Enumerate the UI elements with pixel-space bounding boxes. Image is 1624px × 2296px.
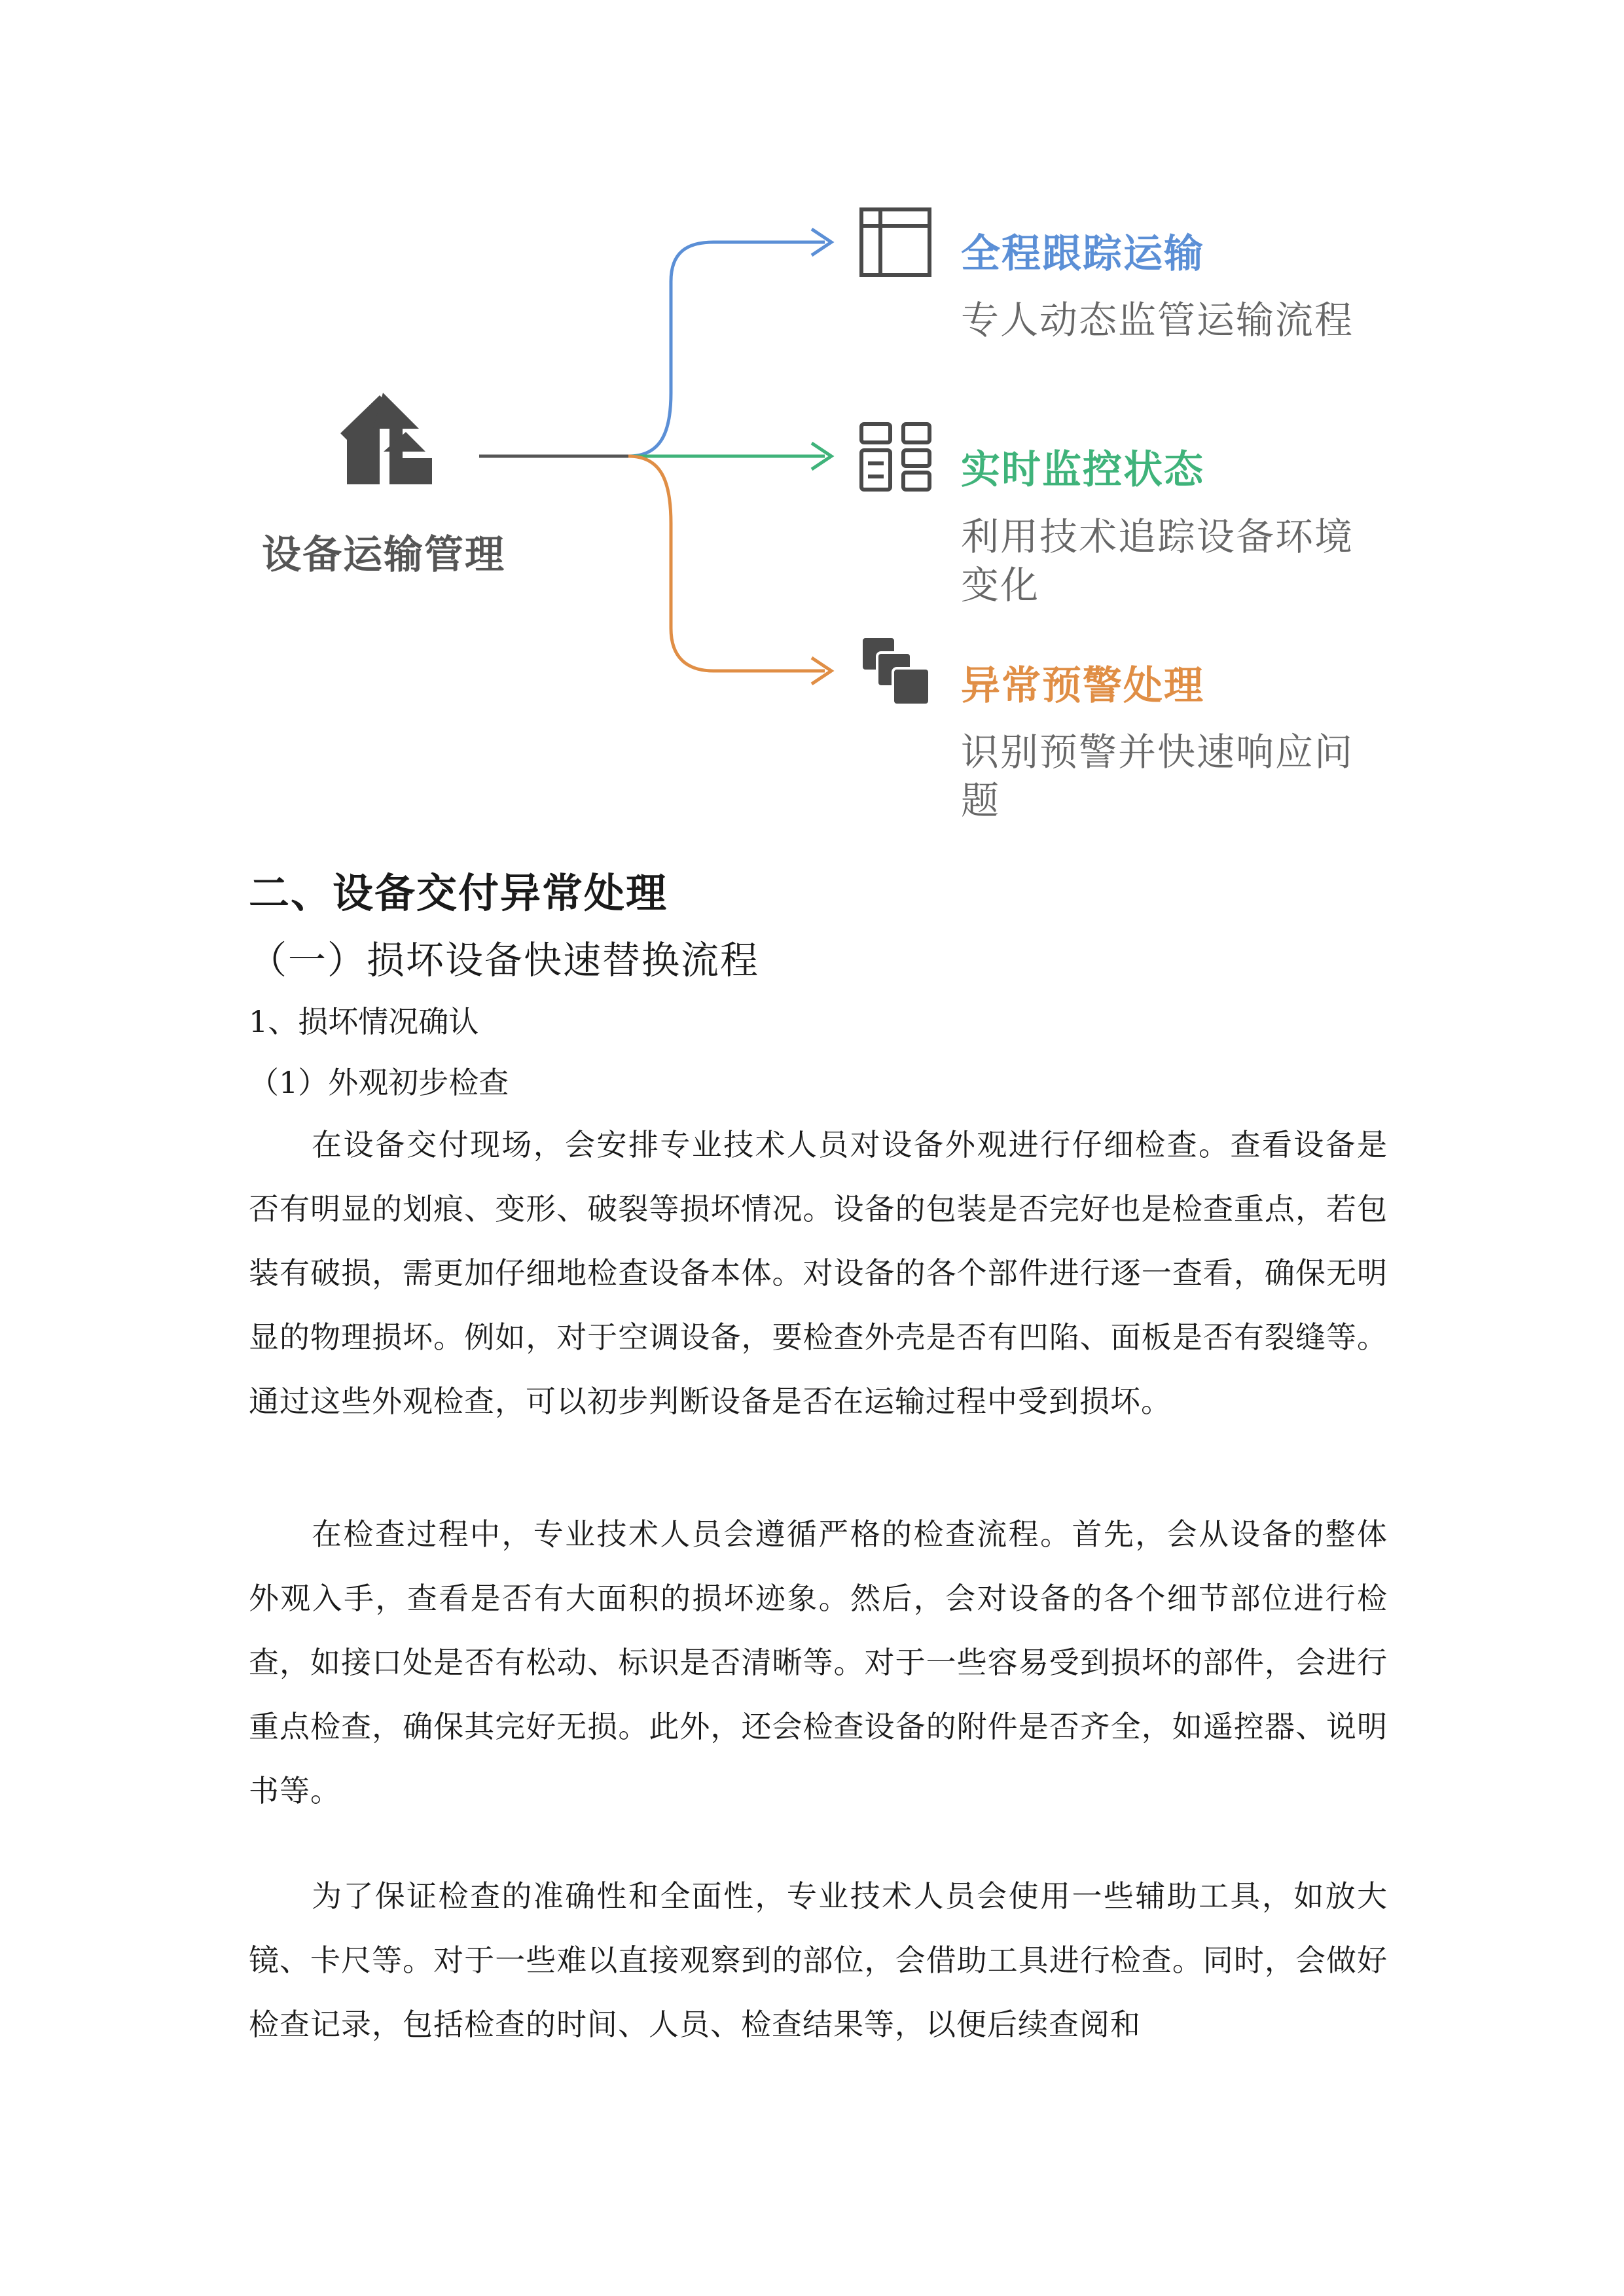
branch-title-3: 异常预警处理 bbox=[961, 663, 1204, 709]
branch-title-2: 实时监控状态 bbox=[961, 447, 1204, 493]
diagram-graphics bbox=[0, 0, 1624, 851]
branch-desc-1: 专人动态监管运输流程 bbox=[961, 298, 1354, 342]
root-label: 设备运输管理 bbox=[262, 532, 505, 578]
paragraph-3: 为了保证检查的准确性和全面性，专业技术人员会使用一些辅助工具，如放大镜、卡尺等。对于一些难以直接观察到的部位，会借助工具进行检查。同时，会做好检查记录，包括检查的时间、人员、检查结果等，以便后续查阅和 bbox=[249, 1878, 1388, 2042]
branch-desc-2: 利用技术追踪设备环境变化 bbox=[961, 514, 1354, 607]
connector-branch-1 bbox=[628, 242, 825, 456]
section-heading: 二、设备交付异常处理 bbox=[249, 869, 668, 917]
connector-branch-3 bbox=[628, 456, 825, 671]
branch-title-1: 全程跟踪运输 bbox=[961, 231, 1204, 277]
stacked-squares-icon bbox=[861, 637, 929, 705]
subsection-heading: （一）损坏设备快速替换流程 bbox=[249, 938, 760, 982]
calendar-grid-icon bbox=[861, 209, 929, 275]
paragraph-2: 在检查过程中，专业技术人员会遵循严格的检查流程。首先，会从设备的整体外观入手，查看是否有大面积的损坏迹象。然后，会对设备的各个细节部位进行检查，如接口处是否有松动、标识是否清晰等。对于一些容易受到损坏的部件，会进行重点检查，确保其完好无损。此外，还会检查设备的附件是否齐全，如遥控器、说明书等。 bbox=[249, 1516, 1388, 1808]
subitem-heading: （1）外观初步检查 bbox=[249, 1065, 509, 1100]
branch-desc-3: 识别预警并快速响应问题 bbox=[961, 730, 1354, 823]
truck-upload-icon bbox=[340, 393, 432, 484]
item-heading: 1、损坏情况确认 bbox=[249, 1004, 479, 1039]
transport-management-diagram bbox=[0, 0, 1624, 851]
monitor-grid-icon bbox=[861, 424, 929, 490]
paragraph-1: 在设备交付现场，会安排专业技术人员对设备外观进行仔细检查。查看设备是否有明显的划痕、变形、破裂等损坏情况。设备的包装是否完好也是检查重点，若包装有破损，需更加仔细地检查设备本体。对设备的各个部件进行逐一查看，确保无明显的物理损坏。例如，对于空调设备，要检查外壳是否有凹陷、面板是否有裂缝等。通过这些外观检查，可以初步判断设备是否在运输过程中受到损坏。 bbox=[249, 1127, 1388, 1419]
